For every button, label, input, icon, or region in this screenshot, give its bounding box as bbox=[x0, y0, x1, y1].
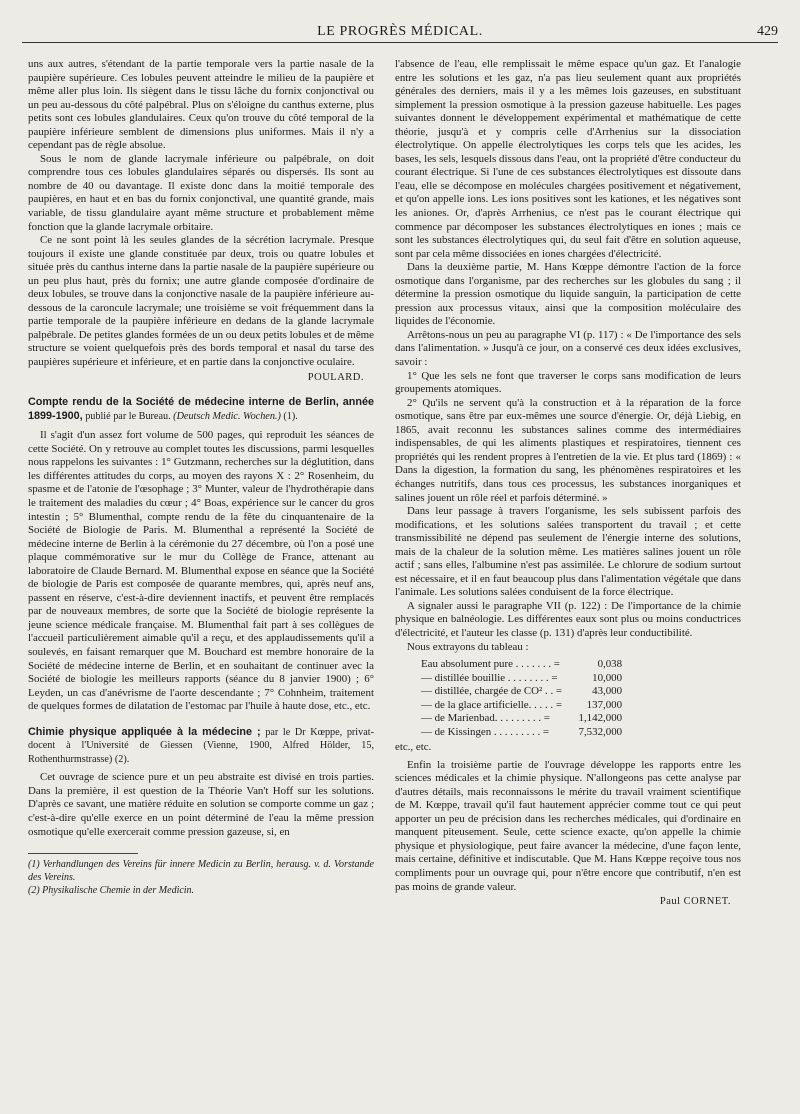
paragraph: etc., etc. bbox=[395, 741, 432, 754]
author-signature: POULARD. bbox=[307, 371, 364, 383]
page-number: 429 bbox=[757, 24, 778, 39]
paragraph: Nous extrayons du tableau : bbox=[407, 640, 529, 653]
paragraph: 2° Qu'ils ne servent qu'à la construction et à la réparation de la force osmotique, sans être par eux-mêmes une source d'énergie. Or, déjà Liebig, en 1865, avait reconnu les substances salines comme des intermédiaires indispensables, de qui les aliments plastiques et respiratoires, tiennent ces propriétés qui les rendent propres à l'entretien de la vie. Et plus tard (1869) : « Dans la digestion, la formation du sang, les phénomènes respiratoires et les échanges nutritifs, dans tous ces processus, les substances inorganiques et salines jouent un rôle réel et parfois déterminé. » bbox=[395, 396, 741, 504]
paragraph: A signaler aussi le paragraphe VII (p. 122) : De l'importance de la chimie physique en balnéologie. Les différentes eaux sont plus ou moins conductrices d'électricité, et l'auteur les classe (p. 131) d'après leur conductibilité. bbox=[395, 599, 741, 639]
water-type: — distillée bouillie . . . . . . . . = bbox=[421, 671, 558, 684]
review-title: Chimie physique appliquée à la médecine ; bbox=[28, 725, 261, 738]
review-publisher: publié par le Bureau. bbox=[82, 410, 174, 422]
table-row bbox=[421, 699, 622, 713]
left-column bbox=[28, 58, 374, 897]
footnote-rule bbox=[28, 853, 138, 854]
water-type: Eau absolument pure . . . . . . . = bbox=[421, 658, 560, 671]
paragraph: Dans la deuxième partie, M. Hans Kœppe démontre l'action de la force osmotique dans l'organisme, par des recherches sur les globules du sang ; il détermine la pression osmotique du liquide sanguin, la participation de cette pression aux processus vitaux, ainsi que la composition moléculaire des liquides de l'économie. bbox=[395, 261, 741, 328]
paragraph: Dans leur passage à travers l'organisme, les sels subissent parfois des modifications, et les solutions salées transportent du travail ; et cette transmissibilité ne dépend pas seulement de l'énergie interne des solutions, mais de la chaleur de la solution même. Les matières salines jouent un rôle actif ; sans elles, l'albumine n'est pas assimilée. Le chlorure de sodium surtout est nécessaire, et il en faut beaucoup plus dans l'alimentation végétale que dans l'animale. Les solutions salées conduisent de la force électrique. bbox=[395, 505, 741, 599]
conductivity-value: 10,000 bbox=[592, 671, 623, 684]
footnote-ref: (1). bbox=[280, 410, 298, 422]
paragraph: Ce ne sont point là les seules glandes de la sécrétion lacrymale. Presque toujours il existe une glande constituée par deux, trois ou quatre lobules et située près du canthus interne dans la partie nasale de la paupière supérieure ou un peu plus haut, près du fornix; une autre glande composée d'ordinaire de deux lobules, se trouve dans la conjonctive nasale de la paupière inférieure au-dessous de la caroncule lacrymale; une troisième se voit fréquemment dans la partie temporale de la paupière inférieure en dedans de la glande lacrymale palpébrale. De petites glandes formées de un ou deux petits lobules et de même structure se voient quelquefois près des bords temporal et nasal du tarse des paupières supérieure et inférieure, et en partie dans la conjonctive oculaire. bbox=[28, 234, 374, 369]
running-header bbox=[22, 24, 778, 43]
review-publisher: par le Dr Kœppe, privat-docent à l'Université de Giessen (Vienne, 1900, Alfred Hölder, 15, Rothenthurmstrasse) (2). bbox=[28, 726, 374, 765]
water-type: — de Marienbad. . . . . . . . . = bbox=[421, 712, 550, 725]
paragraph: l'absence de l'eau, elle remplissait le même espace qu'un gaz. Et l'analogie entre les solutions et les gaz, n'a pas lieu seulement quant aux propriétés générales des derniers, mais il y a les mêmes lois gazeuses, en substituant simplement la pression osmotique à la pression gazeuse habituelle. Les pages suivantes donnent le développement expérimental et mathématique de cette théorie, jusqu'à et y compris celle d'Arrhenius sur la dissociation électrolytique. On appelle électrolytiques les corps tels que les acides, les bases, les sels, lesquels dissous dans l'eau, ont la propriété d'être conducteur du courant électrique. Si l'une de ces substances électrolytiques est dissoute dans l'eau, elle se décompose en molécules chargées positivement et négativement, et qu'on appelle ions. Les ions positives sont les kationes, et les négatives sont les aniones. Or, d'après Arrhenius, ce n'est pas le courant électrique qui commence par décomposer les substances électrolytiques en iones ; mais ce sont les substances électrolytiques qui, du seul fait d'être en solution aqueuse, sont par cela même dissociées en iones chargées d'électricité. bbox=[395, 58, 741, 260]
paragraph: Sous le nom de glande lacrymale inférieure ou palpébrale, on doit comprendre tous ces lobules glandulaires séparés ou dispersés. Ils sont au nombre de 40 ou davantage. Il existe donc dans la moitié temporale des paupières, en haut et en bas du fornix conjonctival, une quantité grande, mais variable, de tissu glandulaire ayant même structure et probablement même fonction que la glande lacrymale orbitaire. bbox=[28, 152, 374, 233]
paragraph: Arrêtons-nous un peu au paragraphe VI (p. 117) : « De l'importance des sels dans l'alimentation. » Jusqu'à ce jour, on a conservé ces deux idées exclusives, savoir : bbox=[395, 328, 741, 369]
paragraph: 1° Que les sels ne font que traverser le corps sans modification de leurs groupements atomiques. bbox=[395, 369, 741, 396]
conductivity-value: 7,532,000 bbox=[578, 725, 623, 738]
water-type: — de Kissingen . . . . . . . . . = bbox=[421, 725, 550, 738]
conductivity-value: 43,000 bbox=[592, 685, 623, 698]
review-title: Compte rendu de la Société de médecine interne de Berlin, année 1899-1900, bbox=[28, 396, 374, 422]
review-heading bbox=[28, 396, 374, 423]
journal-title: LE PROGRÈS MÉDICAL. bbox=[317, 24, 483, 39]
review-heading bbox=[28, 726, 374, 767]
table-row bbox=[421, 685, 622, 699]
review-source: (Deutsch Medic. Wochen.) bbox=[173, 410, 281, 422]
conductivity-value: 0,038 bbox=[597, 658, 623, 671]
paragraph: uns aux autres, s'étendant de la partie temporale vers la partie nasale de la paupière supérieure. Ces lobules peuvent atteindre le milieu de la paupière et même aller plus loin. Ils siègent dans le tissu lâche du fornix conjonctival ou un peu au-dessous du côté palpébral. Plus on s'éloigne du canthus externe, plus petits sont ces lobules glandulaires. Ceux qu'on trouve du côté temporal de la paupière inférieure semblent de dimensions plus uniformes. Mais il n'y a cependant pas de règle absolue. bbox=[28, 58, 374, 152]
paragraph: Il s'agit d'un assez fort volume de 500 pages, qui reproduit les séances de cette Société. On y retrouve au complet toutes les discussions, parmi lesquelles nous rappelons les suivantes : 1° Gutzmann, recherches sur la déglutition, dans les différentes attitudes du corps, au moyen des rayons X : 2° Rosenheim, du spasme et de l'atonie de l'œsophage ; 3° Munter, valeur de l'hydrothérapie dans le traitement des maladies du cœur ; 4° Boas, expérience sur le cancer du gros intestin ; 5° Blumenthal, compte rendu de la fête du cinquantenaire de la Société de Biologie de Paris. M. Blumenthal a représenté la Société de médecine interne de Berlin à la cérémonie du 27 décembre, où l'on a posé une plaque commémorative sur le mur du Collège de France, attenant au laboratoire de Claude Bernard. M. Blumenthal expose en séance que la Société de biologie de Paris est composée de quarante membres, qui, après neuf ans, passent en réserve, c'est-à-dire deviennent inactifs, et peuvent être remplacés par de nouveaux membres, de sorte que la Société de biologie représente la jeune science médicale française. M. Blumenthal fait part à ses collègues de l'accueil particulièrement aimable qu'il a reçu, et des applaudissements qu'il a soulevés, en faisant remarquer que M. Bouchard est membre honoraire de la Société de médecine interne de Berlin, et en souhaitant de continuer avec la Société de biologie les meilleurs rapports (séance du 8 janvier 1900) ; 6° Leyden, un cas d'anévrisme de l'aorte descendante ; 7° Cohnheim, traitement de quelques formes de dilatation de l'estomac par l'huile à haute dose, etc., etc. bbox=[28, 429, 374, 713]
table-row bbox=[421, 658, 622, 672]
right-column bbox=[395, 58, 741, 909]
footnote: (1) Verhandlungen des Vereins für innere Medicin zu Berlin, herausg. v. d. Vorstande des Vereins. bbox=[28, 859, 374, 884]
table-row bbox=[421, 672, 622, 686]
conductivity-value: 1,142,000 bbox=[578, 712, 623, 725]
table-row bbox=[421, 712, 622, 726]
paragraph: Enfin la troisième partie de l'ouvrage développe les rapports entre les sciences médicales et la chimie physique. N'allongeons pas cette analyse par d'autres détails, mais reconnaissons le mérite du travail vraiment scientifique de M. Kœppe, travail qu'il faut hautement apprécier comme tout ce qui peut apporter un peu de précision dans les recherches médicales, qui d'ordinaire en manquent piteusement. Seule, cette science exacte, qu'on appelle la chimie physique et physiologique, peut faire avancer la médecine, d'une façon lente, mais certaine, définitive et indiscutable. Que M. Hans Kœppe reçoive tous nos compliments pour un ouvrage qui, pour n'être encore que contributif, n'en est pas moins de grande valeur. bbox=[395, 758, 741, 893]
conductivity-table bbox=[421, 658, 622, 739]
table-row bbox=[421, 726, 622, 740]
water-type: — de la glace artificielle. . . . . = bbox=[421, 698, 563, 711]
conductivity-value: 137,000 bbox=[586, 698, 623, 711]
paragraph: Cet ouvrage de science pure et un peu abstraite est divisé en trois parties. Dans la première, il est question de la Théorie Van't Hoff sur les solutions. D'après ce savant, une matière réduite en solution se comporte comme un gaz ; c'est-à-dire qu'elle exerce en un point déterminé de l'eau la même pression osmotique qu'elle exercerait comme pression gazeuse, si, en bbox=[28, 771, 374, 838]
water-type: — distillée, chargée de CO² . . = bbox=[421, 685, 563, 698]
footnote: (2) Physikalische Chemie in der Medicin. bbox=[28, 885, 195, 897]
author-signature: Paul CORNET. bbox=[659, 896, 731, 908]
